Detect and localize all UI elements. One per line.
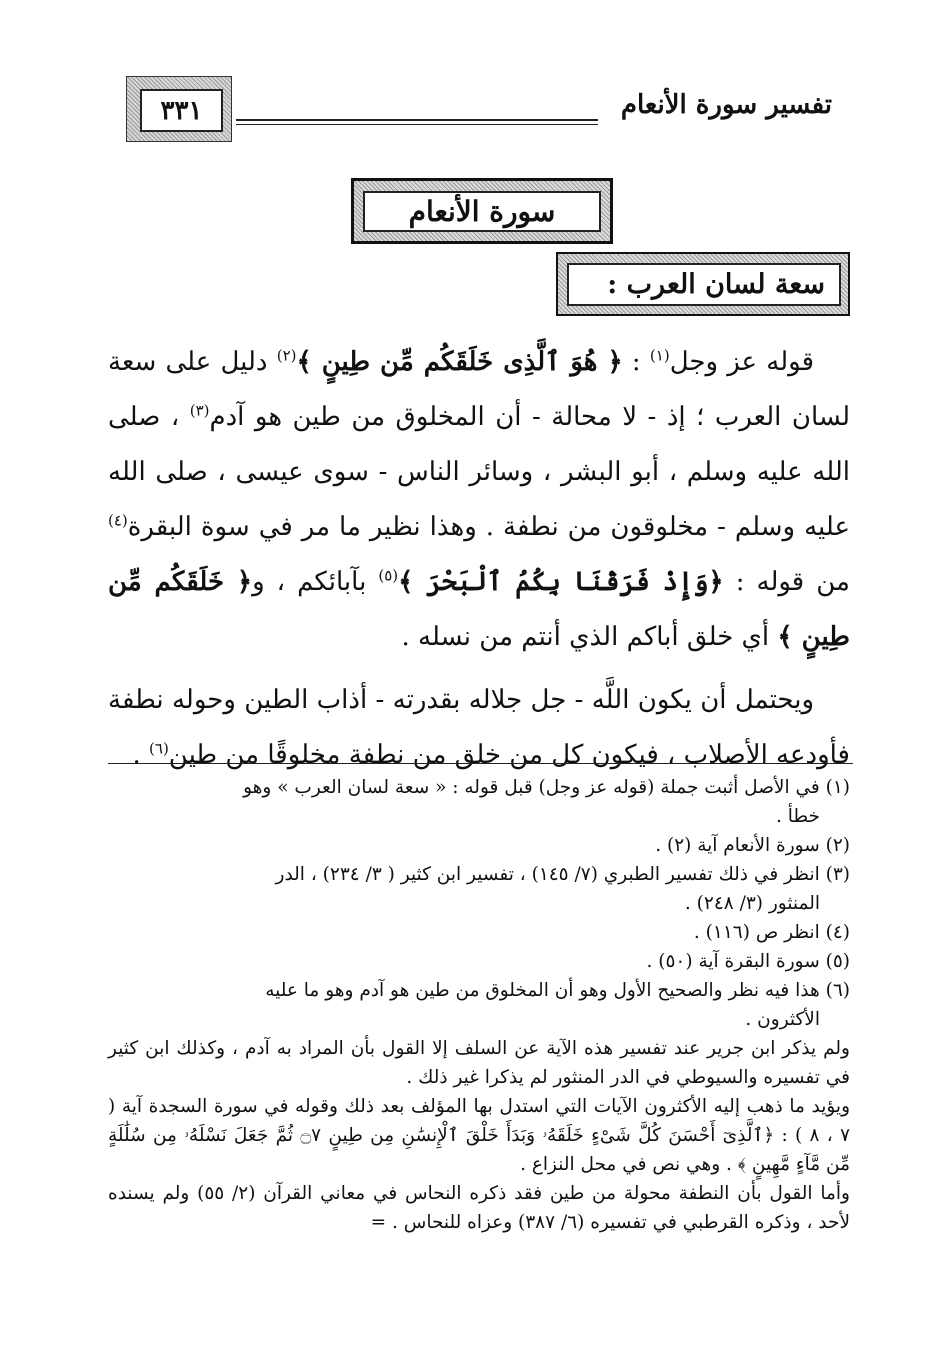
footnote-ref-1: (١)	[649, 346, 670, 365]
footnote-ref-6: (٦)	[149, 739, 169, 758]
quran-verse: ﴿وَإِذْ فَرَقْنَا بِكُمُ ٱلْبَحْرَ ﴾	[398, 567, 724, 597]
footnote-commentary-2: ويؤيد ما ذهب إليه الأكثرون الآيات التي استدل بها المؤلف بعد ذلك وقوله في سورة السجدة آية ( ٧ ، ٨ ) : ﴿ٱلَّذِىٓ أَحْسَنَ كُلَّ شَىْءٍ خَلَقَهُۥ وَبَدَأَ خَلْقَ ٱلْإِنسَٰنِ مِن طِينٍ ۝٧ ثُمَّ جَعَلَ نَسْلَهُۥ مِن سُلَٰلَةٍ مِّن مَّآءٍ مَّهِينٍ ﴾ . وهي نص في محل النزاع .	[108, 1096, 851, 1175]
surah-title: سورة الأنعام	[363, 191, 601, 232]
surah-title-frame	[351, 178, 613, 244]
text-run: .	[132, 740, 150, 770]
quran-verse: ﴿ خَلَقَكُم مِّن طِينٍ ﴾	[108, 567, 850, 652]
footnote-ref-5: (٥)	[378, 566, 399, 585]
footnote-commentary-3	[108, 1179, 850, 1237]
header-rule	[236, 119, 598, 125]
footnotes	[108, 773, 850, 1237]
text-run: أي خلق أباكم الذي أنتم من نسله .	[401, 622, 778, 652]
footnote-4: (٤) انظر ص (١١٦) .	[693, 922, 850, 943]
footnote-3: (٣) انظر في ذلك تفسير الطبري (٧/ ١٤٥) ، تفسير ابن كثير ( ٣/ ٢٣٤) ، الدر	[275, 864, 850, 885]
footnote-5: (٥) سورة البقرة آية (٥٠) .	[646, 951, 850, 972]
text-run: من قوله :	[723, 567, 850, 597]
footnote-commentary-1: ولم يذكر ابن جرير عند تفسير هذه الآية عن السلف إلا القول بأن المراد به آدم ، وكذلك ابن كثير في تفسيره والسيوطي في الدر المنثور لم يذكرا غير ذلك .	[108, 1038, 850, 1088]
footnote-1-continued: خطأ .	[775, 806, 820, 827]
page-number: ٣٣١	[140, 89, 223, 132]
running-title: تفسير سورة الأنعام	[620, 90, 832, 120]
paragraph-1	[108, 335, 850, 665]
text-run: دليل على سعة لسان العرب ؛ إذ - لا محالة - أن المخلوق من طين هو آدم	[108, 347, 850, 432]
footnote-2: (٢) سورة الأنعام آية (٢) .	[655, 835, 850, 856]
section-heading: سعة لسان العرب :	[567, 263, 841, 306]
text-run: قوله عز وجل	[669, 347, 814, 377]
text-run: :	[622, 347, 650, 377]
footnote-ref-4: (٤)	[108, 511, 128, 530]
footnote-3-continued: المنثور (٣/ ٢٤٨) .	[684, 893, 820, 914]
main-text	[108, 335, 850, 783]
paragraph-2	[108, 673, 850, 783]
text-run: بآبائكم ، و	[252, 567, 379, 597]
footnote-1: (١) في الأصل أثبت جملة (قوله عز وجل) قبل قوله : « سعة لسان العرب » وهو	[243, 777, 850, 798]
footnote-ref-3: (٣)	[189, 401, 210, 420]
continuation-mark: =	[370, 1212, 387, 1233]
text-run: ، صلى الله عليه وسلم ، أبو البشر ، وسائر الناس - سوى عيسى ، صلى الله عليه وسلم - مخلوقون من نطفة . وهذا نظير ما مر في سوة البقرة	[108, 402, 850, 542]
footnote-ref-2: (٢)	[276, 346, 297, 365]
text-run: ويحتمل أن يكون اللَّه - جل جلاله بقدرته - أذاب الطين وحوله نطفة فأودعه الأصلاب ، فيكون كل من خلق من نطفة مخلوقًا من طين	[108, 685, 850, 770]
quran-verse: ﴿ هُوَ ٱلَّذِى خَلَقَكُم مِّن طِينٍ ﴾	[296, 347, 623, 377]
page-number-frame	[126, 76, 232, 142]
footnote-6-continued: الأكثرون .	[745, 1009, 820, 1030]
section-heading-frame	[556, 252, 850, 316]
footnote-6: (٦) هذا فيه نظر والصحيح الأول وهو أن المخلوق من طين هو آدم وهو ما عليه	[265, 980, 850, 1001]
footnote-separator	[108, 763, 853, 764]
text-run: وأما القول بأن النطفة محولة من طين فقد ذكره النحاس في معاني القرآن (٢/ ٥٥) ولم يسنده لأحد ، وذكره القرطبي في تفسيره (٦/ ٣٨٧) وعزاه للنحاس .	[108, 1183, 850, 1233]
